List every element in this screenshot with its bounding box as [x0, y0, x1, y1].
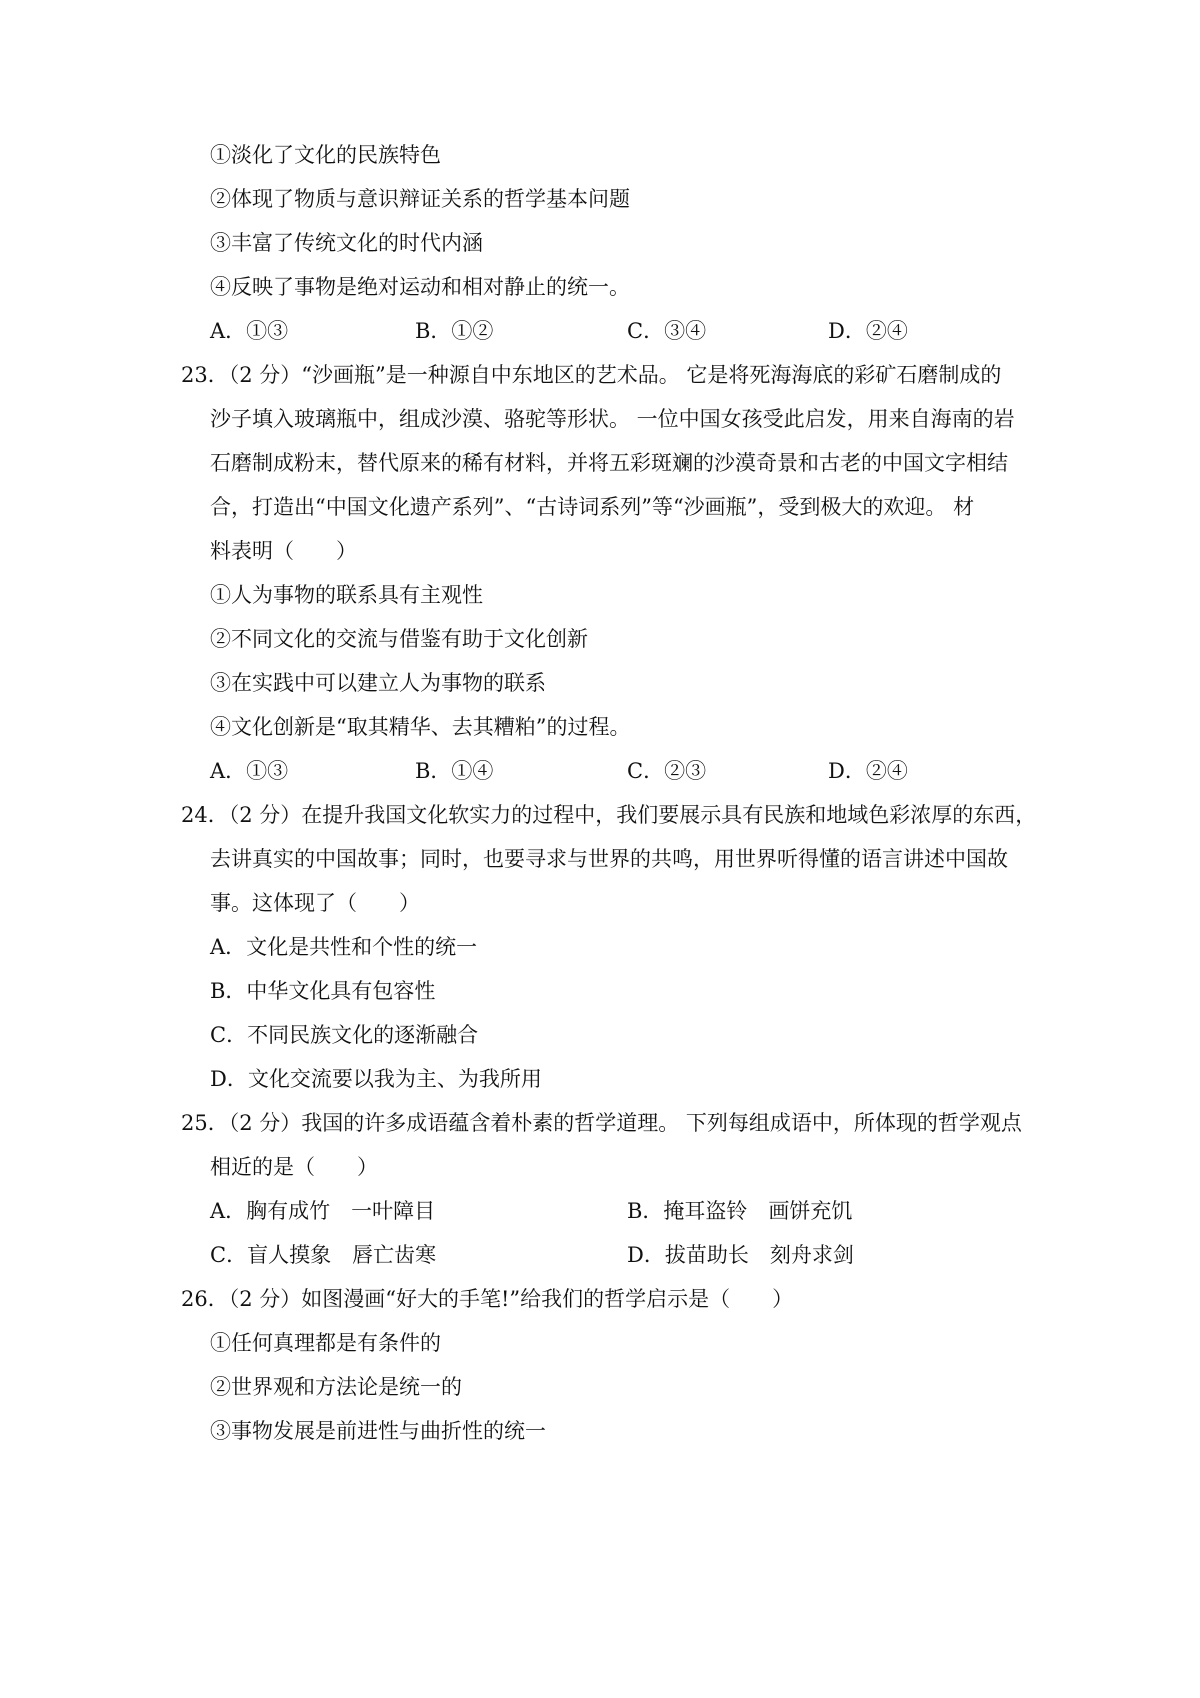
option-b: B．中华文化具有包容性	[210, 979, 436, 1003]
statement-item: ②体现了物质与意识辩证关系的哲学基本问题	[210, 187, 630, 211]
option-a: A．①③	[210, 319, 289, 343]
statement-item: ②世界观和方法论是统一的	[210, 1375, 462, 1399]
statement-item: ④文化创新是“取其精华、去其糟粕”的过程。	[210, 715, 631, 739]
option-c: C．②③	[627, 759, 707, 783]
option-c: C．盲人摸象 唇亡齿寒	[210, 1243, 437, 1267]
statement-item: ①任何真理都是有条件的	[210, 1331, 441, 1355]
option-a: A．①③	[210, 759, 289, 783]
question-25-stem: 相近的是（ ）	[210, 1155, 378, 1179]
question-24-stem: 去讲真实的中国故事；同时，也要寻求与世界的共鸣，用世界听得懂的语言讲述中国故	[210, 847, 1008, 871]
statement-item: ③丰富了传统文化的时代内涵	[210, 231, 483, 255]
question-26-stem: 26．（2 分）如图漫画“好大的手笔!”给我们的哲学启示是（ ）	[181, 1287, 794, 1311]
option-d: D．②④	[828, 759, 908, 783]
statement-item: ②不同文化的交流与借鉴有助于文化创新	[210, 627, 588, 651]
question-24-stem: 24．（2 分）在提升我国文化软实力的过程中，我们要展示具有民族和地域色彩浓厚的东西，	[181, 803, 1037, 827]
statement-item: ④反映了事物是绝对运动和相对静止的统一。	[210, 275, 630, 299]
question-23-stem: 沙子填入玻璃瓶中，组成沙漠、骆驼等形状。 一位中国女孩受此启发，用来自海南的岩	[210, 407, 1015, 431]
question-24-stem: 事。这体现了（ ）	[210, 891, 420, 915]
statement-item: ③事物发展是前进性与曲折性的统一	[210, 1419, 546, 1443]
question-23-stem: 23．（2 分）“沙画瓶”是一种源自中东地区的艺术品。 它是将死海海底的彩矿石磨制成的	[181, 363, 1002, 387]
option-b: B．掩耳盗铃 画饼充饥	[627, 1199, 853, 1223]
option-a: A．胸有成竹 一叶障目	[210, 1199, 436, 1223]
option-a: A．文化是共性和个性的统一	[210, 935, 478, 959]
option-b: B．①④	[415, 759, 494, 783]
option-c: C．③④	[627, 319, 707, 343]
question-23-stem: 合，打造出“中国文化遗产系列”、“古诗词系列”等“沙画瓶”，受到极大的欢迎。 材	[210, 495, 975, 519]
option-d: D．②④	[828, 319, 908, 343]
option-c: C．不同民族文化的逐渐融合	[210, 1023, 479, 1047]
statement-item: ①淡化了文化的民族特色	[210, 143, 441, 167]
statement-item: ③在实践中可以建立人为事物的联系	[210, 671, 546, 695]
statement-item: ①人为事物的联系具有主观性	[210, 583, 483, 607]
option-d: D．文化交流要以我为主、为我所用	[210, 1067, 542, 1091]
question-25-stem: 25．（2 分）我国的许多成语蕴含着朴素的哲学道理。 下列每组成语中，所体现的哲学观点	[181, 1111, 1022, 1135]
option-b: B．①②	[415, 319, 494, 343]
option-d: D．拔苗助长 刻舟求剑	[627, 1243, 854, 1267]
question-23-stem: 料表明（ ）	[210, 539, 357, 563]
question-23-stem: 石磨制成粉末，替代原来的稀有材料，并将五彩斑斓的沙漠奇景和古老的中国文字相结	[210, 451, 1008, 475]
